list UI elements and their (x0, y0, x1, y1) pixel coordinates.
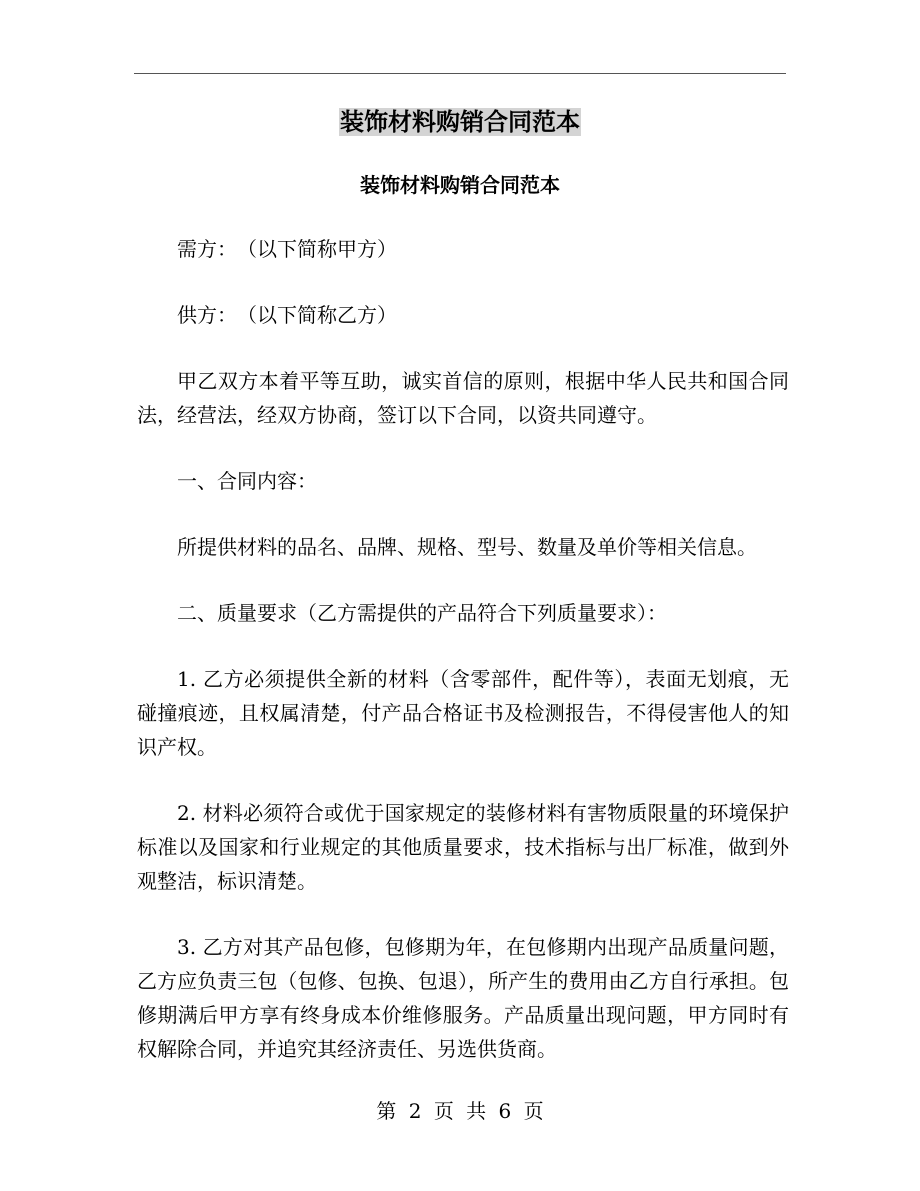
header-title (0, 104, 920, 140)
paragraph-seller: 供方： （以下简称乙方） (177, 303, 397, 327)
document-title: 装饰材料购销合同范本 (360, 173, 560, 197)
page-footer: 第 2 页 共 6 页 (376, 1099, 544, 1123)
header-rule (134, 73, 786, 74)
paragraph-preamble: 甲乙双方本着平等互助，诚实首信的原则，根据中华人民共和国合同法，经营法，经双方协商，签订以下合同，以资共同遵守。 (137, 369, 789, 427)
header-title-text: 装饰材料购销合同范本 (340, 108, 580, 136)
section-heading-contract-content: 一、合同内容： (177, 469, 317, 493)
section-heading-quality: 二、质量要求（乙方需提供的产品符合下列质量要求）： (177, 601, 667, 625)
paragraph-quality-item-3: 3. 乙方对其产品包修，包修期为年，在包修期内出现产品质量问题，乙方应负责三包（包修、包换、包退），所产生的费用由乙方自行承担。包修期满后甲方享有终身成本价维修服务。产品质量出现问题，甲方同时有权解除合同，并追究其经济责任、另选供货商。 (137, 935, 789, 1061)
paragraph-quality-item-1: 1. 乙方必须提供全新的材料（含零部件，配件等），表面无划痕，无碰撞痕迹，且权属清楚，付产品合格证书及检测报告，不得侵害他人的知识产权。 (137, 667, 789, 759)
paragraph-contract-content: 所提供材料的品名、品牌、规格、型号、数量及单价等相关信息。 (177, 535, 757, 559)
paragraph-buyer: 需方： （以下简称甲方） (177, 237, 397, 261)
paragraph-quality-item-2: 2. 材料必须符合或优于国家规定的装修材料有害物质限量的环境保护标准以及国家和行业规定的其他质量要求，技术指标与出厂标准，做到外观整洁，标识清楚。 (137, 801, 789, 893)
document-body (137, 232, 789, 1098)
